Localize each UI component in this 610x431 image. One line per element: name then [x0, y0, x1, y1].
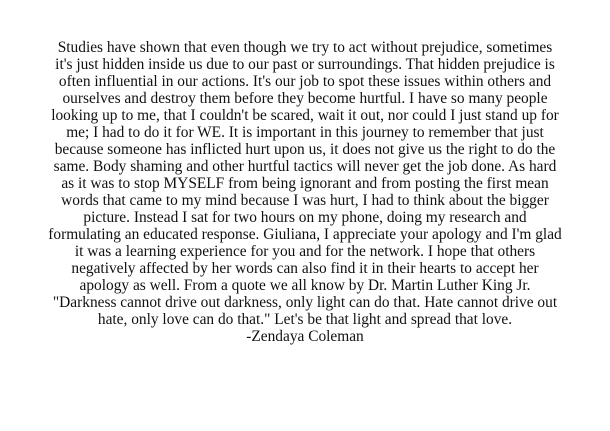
text-line: often influential in our actions. It's our job to spot these issues within others and [58, 73, 552, 90]
text-line: it's just hidden inside us due to our past or surroundings. That hidden prejudice is [55, 56, 555, 73]
text-line: as it was to stop MYSELF from being ignorant and from posting the first mean [61, 175, 549, 192]
text-line: Studies have shown that even though we try to act without prejudice, sometimes [57, 39, 553, 56]
text-line: it was a learning experience for you and for the network. I hope that others [74, 243, 536, 260]
text-line: negatively affected by her words can also find it in their hearts to accept her [71, 260, 539, 277]
text-line: hate, only love can do that." Let's be that light and spread that love. [97, 311, 513, 328]
text-line: "Darkness cannot drive out darkness, only light can do that. Hate cannot drive out [52, 294, 558, 311]
text-line: picture. Instead I sat for two hours on my phone, doing my research and [83, 209, 527, 226]
signature: -Zendaya Coleman [246, 328, 364, 345]
text-line: apology as well. From a quote we all know by Dr. Martin Luther King Jr. [79, 277, 531, 294]
statement-text [28, 39, 582, 345]
text-line: ourselves and destroy them before they become hurtful. I have so many people [62, 90, 548, 107]
text-line: words that came to my mind because I was hurt, I had to think about the bigger [61, 192, 549, 209]
text-line: formulating an educated response. Giuliana, I appreciate your apology and I'm glad [48, 226, 562, 243]
text-line: same. Body shaming and other hurtful tactics will never get the job done. As hard [53, 158, 557, 175]
text-line: me; I had to do it for WE. It is important in this journey to remember that just [66, 124, 544, 141]
text-line: because someone has inflicted hurt upon us, it does not give us the right to do the [54, 141, 556, 158]
text-line: looking up to me, that I couldn't be scared, wait it out, nor could I just stand up for [51, 107, 559, 124]
